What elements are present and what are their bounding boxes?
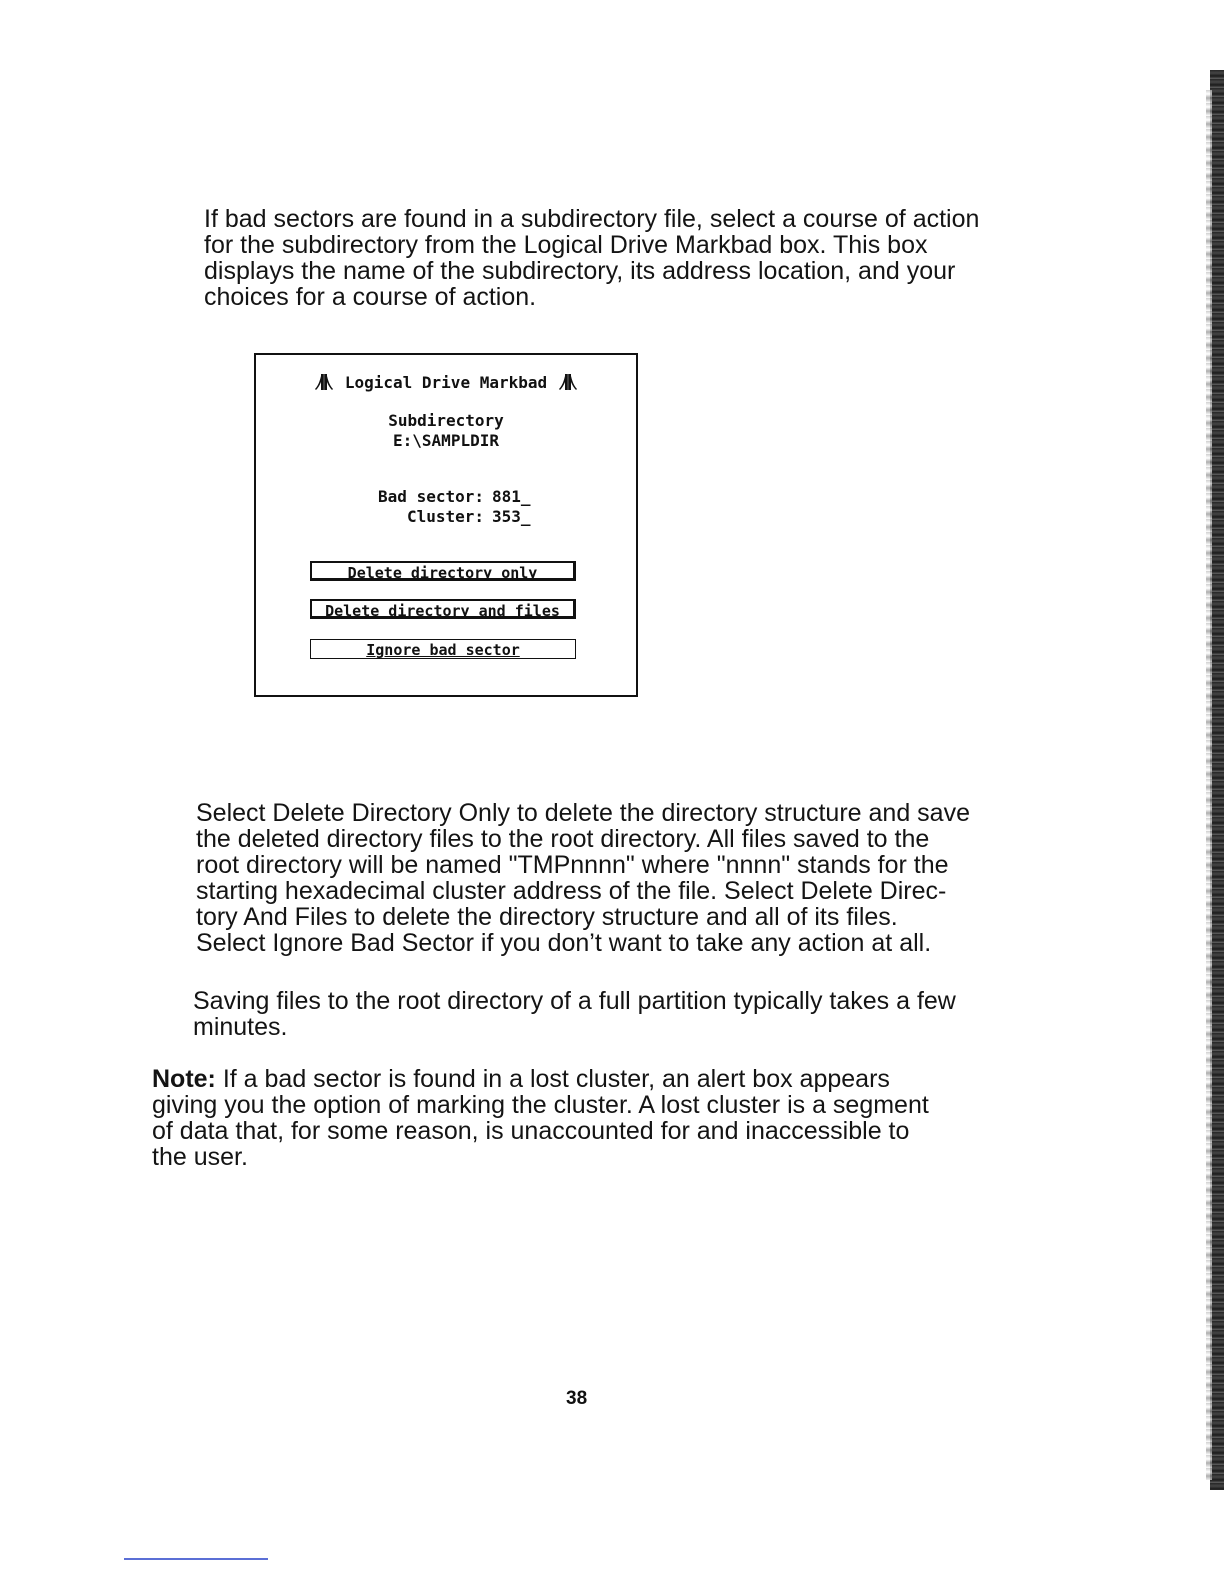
note-label: Note: <box>152 1065 216 1093</box>
atari-fuji-icon <box>559 374 577 390</box>
ignore-bad-sector-button[interactable]: Ignore bad sector <box>310 639 576 659</box>
scan-edge-shadow <box>1206 90 1212 1480</box>
bad-sector-label: Bad sector: <box>378 487 484 506</box>
bottom-rule <box>124 1558 268 1560</box>
atari-fuji-icon <box>315 374 333 390</box>
subdirectory-label: Subdirectory <box>388 411 504 430</box>
cluster-value: 353_ <box>492 507 531 526</box>
delete-directory-and-files-button[interactable]: Delete directory and files <box>310 599 576 619</box>
scan-edge-artifact <box>1210 70 1224 1490</box>
note-paragraph <box>152 1066 1012 1170</box>
intro-paragraph: If bad sectors are found in a subdirectory file, select a course of action for the subdirectory from the Logical Drive Markbad box. This box displays the name of the subdirectory, its address location, and your choices for a course of action. <box>204 205 980 311</box>
bad-sector-value: 881_ <box>492 487 531 506</box>
logical-drive-markbad-dialog <box>254 353 638 697</box>
page-number: 38 <box>566 1388 588 1409</box>
dialog-title: Logical Drive Markbad <box>344 373 548 392</box>
cluster-label: Cluster: <box>406 507 484 526</box>
cluster-row <box>256 507 636 526</box>
saving-paragraph: Saving files to the root directory of a full partition typically takes a few minutes. <box>193 987 956 1041</box>
bad-sector-row <box>256 487 636 506</box>
select-options-paragraph: Select Delete Directory Only to delete the directory structure and save the deleted directory files to the root directory. All files saved to the root directory will be named "TMPnnnn" where "nnnn" stands for the starting hexadecimal cluster address of the file. Select Delete Direc- tory And Files to delete the directory structure and all of its files. Select Ignore Bad Sector if you don’t want to take any action at all. <box>196 799 970 957</box>
subdirectory-path: E:\SAMPLDIR <box>393 431 499 450</box>
delete-directory-only-button[interactable]: Delete directory only <box>310 561 576 581</box>
dialog-title-bar <box>256 373 636 392</box>
note-text: If a bad sector is found in a lost cluster, an alert box appears giving you the option of marking the cluster. A lost cluster is a segment of data that, for some reason, is unaccounted for and inaccessible to the user. <box>152 1065 929 1171</box>
